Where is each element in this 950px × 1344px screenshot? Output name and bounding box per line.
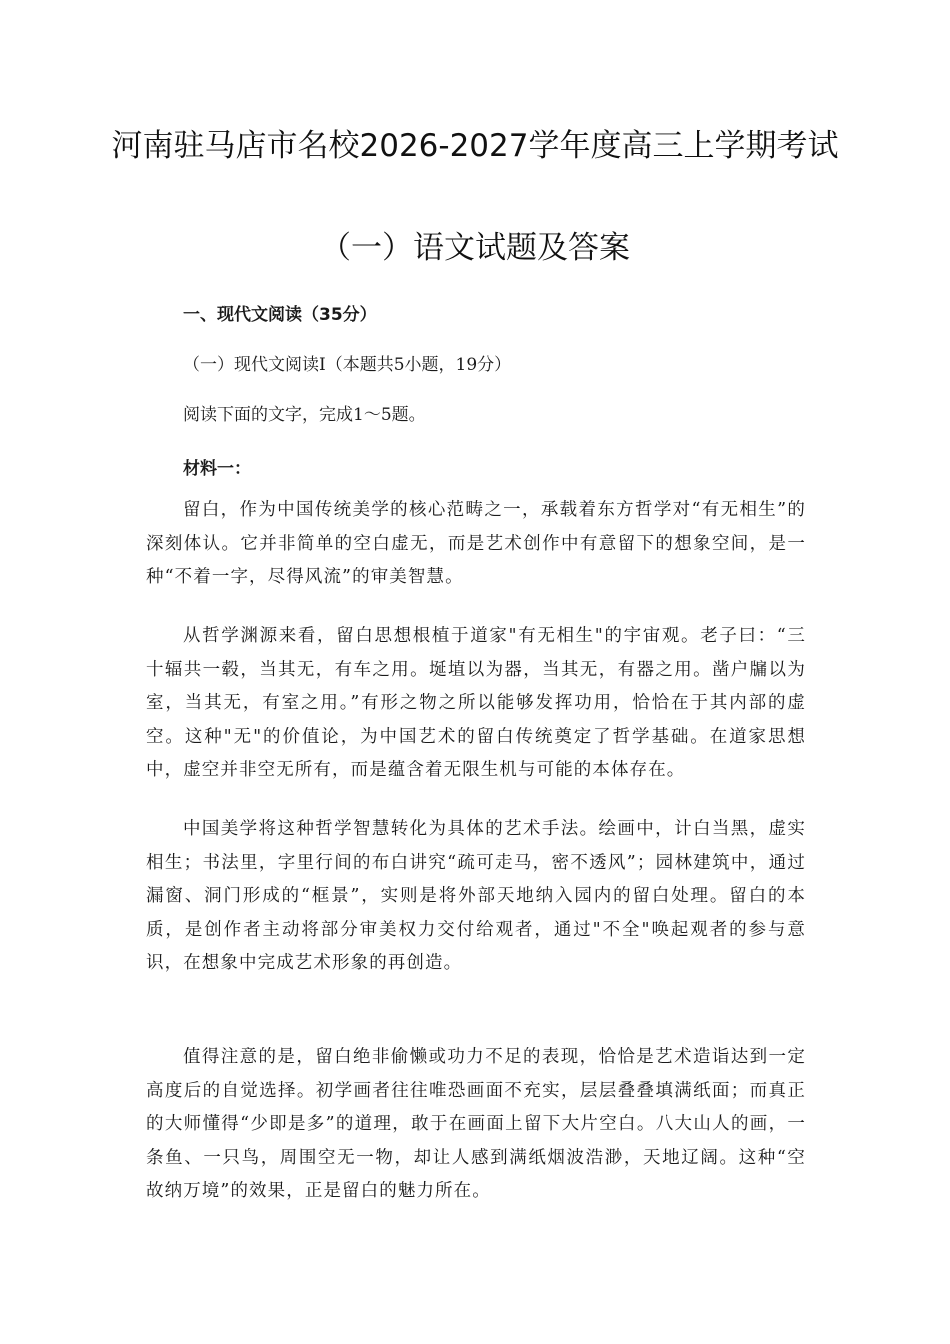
paragraph-4: 值得注意的是，留白绝非偷懒或功力不足的表现，恰恰是艺术造诣达到一定高度后的自觉选择。初学画者往往唯恐画面不充实，层层叠叠填满纸面；而真正的大师懂得“少即是多”的道理，敢于在画面上留下大片空白。八大山人的画，一条鱼、一只鸟，周围空无一物，却让人感到满纸烟波浩渺，天地辽阔。这种“空故纳万境”的效果，正是留白的魅力所在。	[146, 1047, 806, 1201]
material-label: 材料一：	[183, 459, 251, 479]
subsection-heading: （一）现代文阅读Ⅰ（本题共5小题，19分）	[183, 355, 512, 375]
reading-instruction: 阅读下面的文字，完成1～5题。	[183, 405, 426, 425]
paragraph-3: 中国美学将这种哲学智慧转化为具体的艺术手法。绘画中，计白当黑，虚实相生；书法里，字里行间的布白讲究“疏可走马，密不透风”；园林建筑中，通过漏窗、洞门形成的“框景”，实则是将外部天地纳入园内的留白处理。留白的本质，是创作者主动将部分审美权力交付给观者，通过"不全"唤起观者的参与意识，在想象中完成艺术形象的再创造。	[146, 819, 806, 973]
document-title-line-2: （一）语文试题及答案	[320, 230, 630, 266]
paragraph-2: 从哲学渊源来看，留白思想根植于道家"有无相生"的宇宙观。老子曰：“三十辐共一毂，当其无，有车之用。埏埴以为器，当其无，有器之用。凿户牖以为室，当其无，有室之用。”有形之物之所以能够发挥功用，恰恰在于其内部的虚空。这种"无"的价值论，为中国艺术的留白传统奠定了哲学基础。在道家思想中，虚空并非空无所有，而是蕴含着无限生机与可能的本体存在。	[146, 626, 806, 780]
section-heading: 一、现代文阅读（35分）	[183, 305, 377, 325]
paragraph-1: 留白，作为中国传统美学的核心范畴之一，承载着东方哲学对“有无相生”的深刻体认。它并非简单的空白虚无，而是艺术创作中有意留下的想象空间，是一种“不着一字，尽得风流”的审美智慧。	[146, 500, 806, 587]
document-title-line-1: 河南驻马店市名校2026-2027学年度高三上学期考试	[111, 128, 839, 164]
